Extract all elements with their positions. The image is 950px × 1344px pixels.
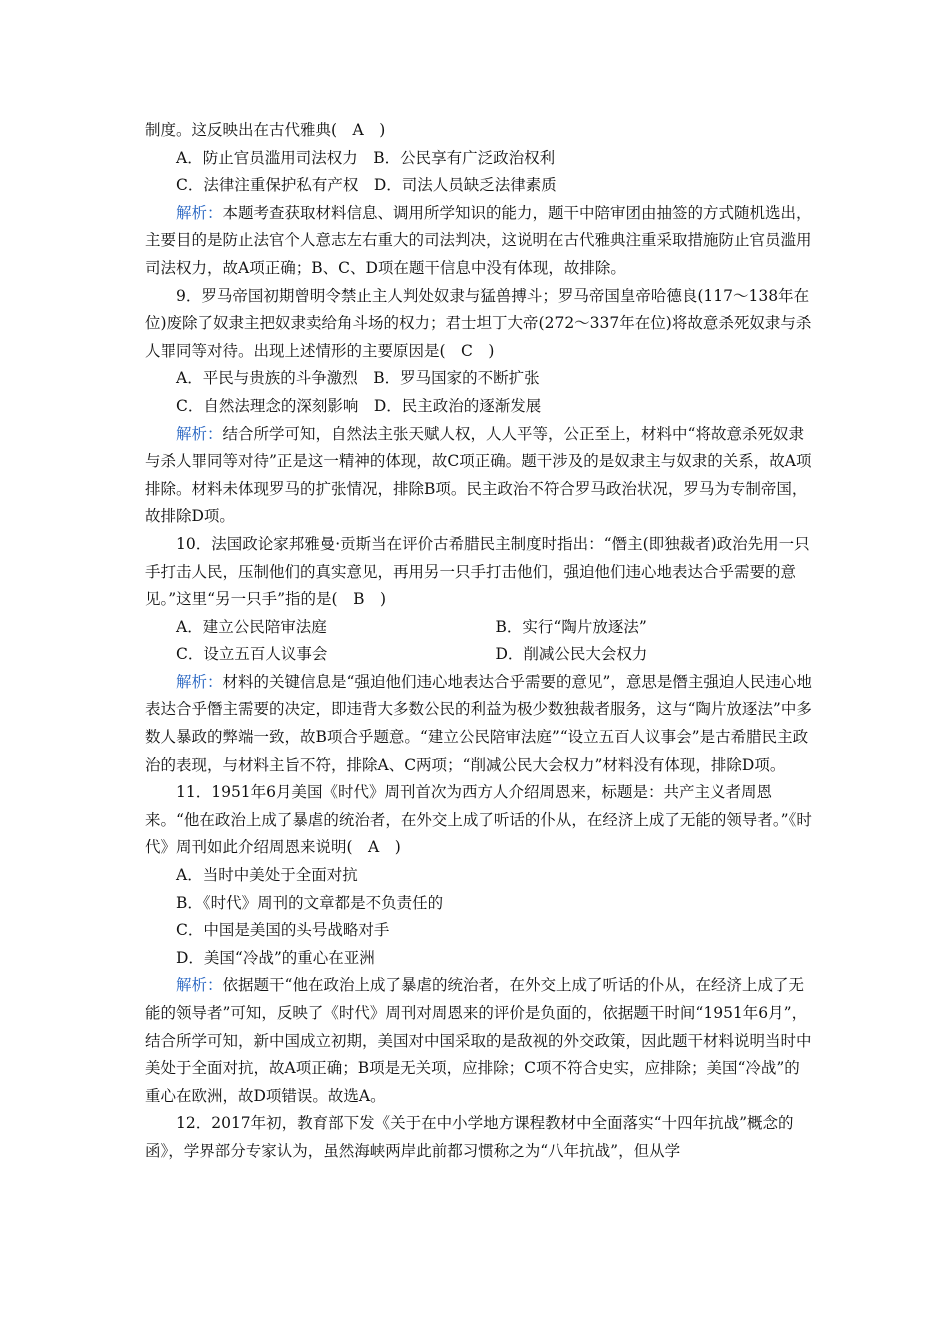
answer-options: C．法律注重保护私有产权 D．司法人员缺乏法律素质: [176, 176, 557, 195]
question-stem: 12．2017年初，教育部下发《关于在中小学地方课程教材中全面落实“十四年抗战”概念的函》，学界部分专家认为，虽然海峡两岸此前都习惯称之为“八年抗战”，但从学: [145, 1114, 794, 1160]
answer-options: A．当时中美处于全面对抗: [176, 866, 358, 885]
analysis-text: 依据题干“他在政治上成了暴虐的统治者，在外交上成了听话的仆从，在经济上成了无能的领导者”可知，反映了《时代》周刊对周恩来的评价是负面的，依据题干时间“1951年6月”，结合所学可知，新中国成立初期，美国对中国采取的是敌视的外交政策，因此题干材料说明当时中美处于全面对抗，故A项正确；B项是无关项，应排除；C项不符合史实，应排除；美国“冷战”的重心在欧洲，故D项错误。故选A。: [145, 976, 812, 1105]
answer-option: A．建立公民陪审法庭: [176, 617, 327, 636]
answer-options-row: [145, 641, 815, 669]
analysis-label: 解析：: [176, 424, 223, 443]
analysis-text: 结合所学可知，自然法主张天赋人权，人人平等，公正至上，材料中“将故意杀死奴隶与杀人罪同等对待”正是这一精神的体现，故C项正确。题干涉及的是奴隶主与奴隶的关系，故A项排除。材料未体现罗马的扩张情况，排除B项。民主政治不符合罗马政治状况，罗马为专制帝国，故排除D项。: [145, 424, 812, 526]
question-stem: 11．1951年6月美国《时代》周刊首次为西方人介绍周恩来，标题是：共产主义者周恩来。“他在政治上成了暴虐的统治者，在外交上成了听话的仆从，在经济上成了无能的领导者。”《时代》周刊如此介绍周恩来说明( A ): [145, 783, 812, 857]
question-stem: 9．罗马帝国初期曾明令禁止主人判处奴隶与猛兽搏斗；罗马帝国皇帝哈德良(117～138年在位)废除了奴隶主把奴隶卖给角斗场的权力；君士坦丁大帝(272～337年在位)将故意杀死奴隶与杀人罪同等对待。出现上述情形的主要原因是( C ): [145, 286, 812, 360]
document-body: [145, 117, 815, 1166]
analysis-paragraph: [145, 972, 815, 1110]
text-line: 制度。这反映出在古代雅典( A ): [145, 121, 386, 139]
answer-option: C．设立五百人议事会: [176, 645, 328, 664]
answer-option: D．削减公民大会权力: [495, 645, 648, 664]
analysis-label: 解析：: [176, 976, 223, 995]
analysis-text: 本题考查获取材料信息、调用所学知识的能力，题干中陪审团由抽签的方式随机选出，主要目的是防止法官个人意志左右重大的司法判决，这说明在古代雅典注重采取措施防止官员滥用司法权力，故A项正确；B、C、D项在题干信息中没有体现，故排除。: [145, 203, 812, 277]
answer-options-row: [145, 614, 815, 642]
answer-options: D．美国“冷战”的重心在亚洲: [176, 948, 375, 967]
answer-options: A．防止官员滥用司法权力 B．公民享有广泛政治权利: [176, 148, 556, 167]
analysis-label: 解析：: [176, 672, 223, 691]
analysis-label: 解析：: [176, 203, 223, 222]
answer-options: C．中国是美国的头号战略对手: [176, 921, 390, 940]
analysis-text: 材料的关键信息是“强迫他们违心地表达合乎需要的意见”，意思是僭主强迫人民违心地表达合乎僭主需要的决定，即违背大多数公民的利益为极少数独裁者服务，这与“陶片放逐法”中多数人暴政的弊端一致，故B项合乎题意。“建立公民陪审法庭”“设立五百人议事会”是古希腊民主政治的表现，与材料主旨不符，排除A、C两项；“削减公民大会权力”材料没有体现，排除D项。: [145, 672, 812, 774]
answer-options: A．平民与贵族的斗争激烈 B．罗马国家的不断扩张: [176, 369, 540, 388]
answer-options: B．《时代》周刊的文章都是不负责任的: [176, 893, 444, 912]
answer-options: C．自然法理念的深刻影响 D．民主政治的逐渐发展: [176, 396, 542, 415]
question-stem: 10．法国政论家邦雅曼·贡斯当在评价古希腊民主制度时指出：“僭主(即独裁者)政治先用一只手打击人民，压制他们的真实意见，再用另一只手打击他们，强迫他们违心地表达合乎需要的意见。”这里“另一只手”指的是( B ): [145, 534, 810, 609]
analysis-paragraph: [145, 200, 815, 283]
analysis-paragraph: [145, 669, 815, 779]
answer-option: B．实行“陶片放逐法”: [495, 617, 647, 636]
analysis-paragraph: [145, 421, 815, 531]
